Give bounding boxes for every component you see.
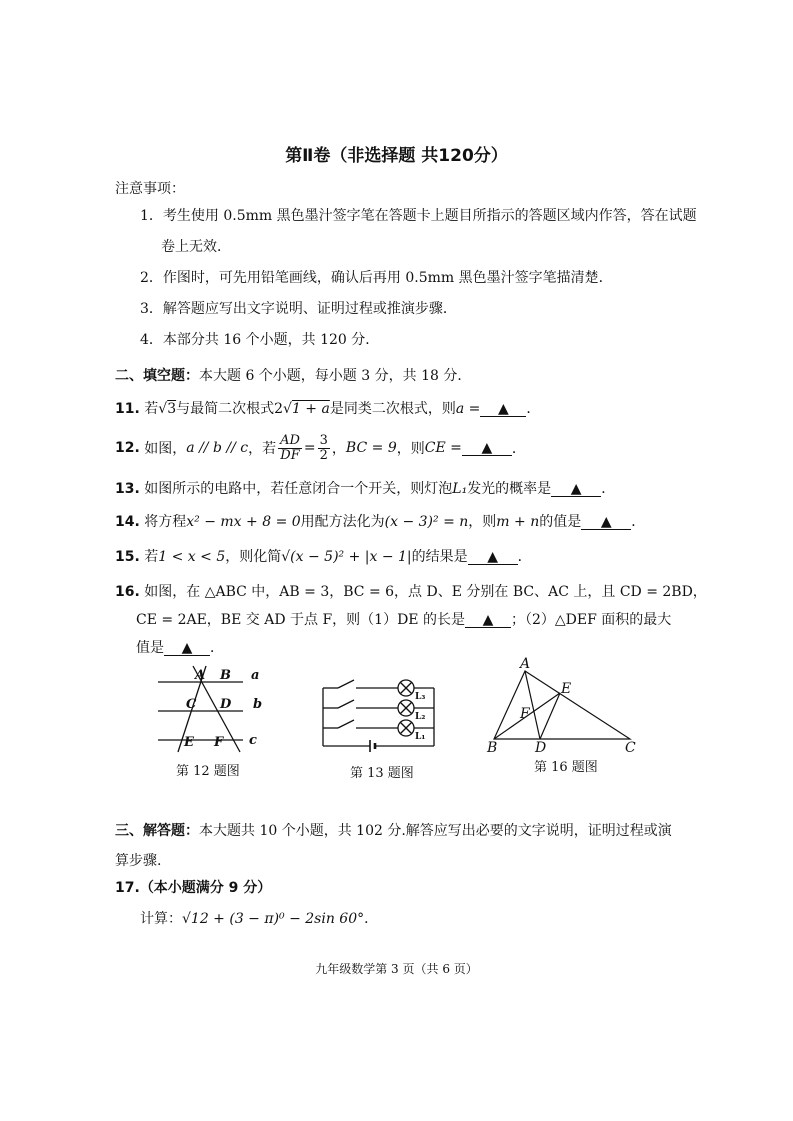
q11-sqrt1: √3 [158, 401, 177, 417]
question-13 [115, 478, 615, 498]
switch-3 [338, 720, 354, 728]
section3-desc: 本大题共 10 个小题，共 102 分.解答应写出必要的文字说明，证明过程或演 [199, 823, 672, 839]
q12-number: 12. [115, 440, 140, 456]
q16-text-line1: 如图，在 △ABC 中，AB = 3，BC = 6，点 D、E 分别在 BC、AC 上，且 CD = 2BD， [144, 584, 707, 600]
figure-12 [148, 664, 273, 756]
q13-lamp: L₁ [452, 481, 468, 497]
fig16-label-F: F [520, 706, 530, 722]
q14-text-post: ，则 [468, 514, 497, 530]
question-16-line2 [136, 609, 671, 629]
q16-text-line3a: 值是 [136, 640, 164, 656]
q16-end: ． [210, 640, 224, 656]
q12-lines: a // b // c [186, 440, 249, 456]
notice-item-1: 1．考生使用 0.5mm 黑色墨汁签字笔在答题卡上题目所指示的答题区域内作答，答在试题 [140, 208, 697, 224]
fig12-label-E: E [184, 735, 194, 750]
question-17-header [115, 877, 271, 897]
question-14 [115, 511, 645, 531]
q17-end: ． [364, 911, 379, 927]
notice-item-3: 3．解答题应写出文字说明、证明过程或推演步骤． [140, 301, 457, 317]
q15-expression: √(x − 5)² + |x − 1| [281, 549, 412, 565]
fig13-label-L2: L₂ [415, 712, 426, 722]
q12-bc: BC = 9 [345, 440, 397, 456]
q14-expr: m + n [496, 514, 540, 530]
q12-frac-den: DF [280, 447, 300, 463]
q11-sqrt2: √1 + a [283, 401, 330, 417]
switch-1 [338, 680, 354, 688]
fig12-label-D: D [220, 697, 232, 712]
q17-text-pre: 计算： [140, 911, 182, 927]
q12-end: ． [511, 441, 526, 457]
fig13-label-L3: L₃ [415, 692, 426, 702]
fig13-label-L1: L₁ [415, 732, 426, 742]
q13-text: 如图所示的电路中，若任意闭合一个开关，则灯泡 [144, 481, 453, 497]
fig12-label-a: a [251, 668, 260, 683]
q16-text-line2a: CE = 2AE，BE 交 AD 于点 F，则（1）DE 的长是 [136, 612, 465, 628]
q14-text-post2: 的值是 [539, 514, 582, 530]
q12-eq: = [303, 440, 316, 456]
q11-var: a = [455, 401, 481, 417]
figure-16-caption: 第 16 题图 [534, 760, 598, 775]
q17-number: 17. [115, 880, 140, 896]
question-12 [115, 428, 526, 468]
fig12-label-A: A [195, 668, 206, 683]
fig12-label-c: c [249, 733, 257, 748]
question-17-body [140, 908, 378, 928]
q15-text-pre: 若 [144, 549, 159, 565]
fig16-label-A: A [520, 656, 531, 672]
q11-coef: 2 [274, 401, 284, 417]
q17-score: （本小题满分 9 分） [139, 880, 272, 896]
q11-answer-blank: ▲ [480, 402, 526, 417]
figure-16 [484, 656, 644, 754]
segment-AD [525, 671, 540, 739]
section2-heading: 二、填空题： [115, 368, 199, 384]
q12-answer-blank: ▲ [462, 441, 512, 456]
fig16-label-E: E [561, 681, 572, 697]
q13-number: 13. [115, 481, 140, 497]
q13-end: ． [601, 481, 616, 497]
q12-val-num: 3 [319, 432, 328, 448]
page-title: 第Ⅱ卷（非选择题 共120分） [285, 146, 508, 166]
q12-ce: CE = [424, 440, 462, 456]
q16-text-line2b: ；（2）△DEF 面积的最大 [510, 612, 672, 628]
fig12-label-B: B [220, 668, 231, 683]
switch-2 [338, 700, 354, 708]
section2-desc: 本大题 6 个小题，每小题 3 分，共 18 分． [199, 368, 472, 384]
notice-item-4: 4．本部分共 16 个小题，共 120 分． [140, 332, 380, 348]
q16-answer-blank-1: ▲ [465, 613, 511, 628]
q13-text-post: 发光的概率是 [467, 481, 552, 497]
q11-end: ． [526, 401, 541, 417]
q15-answer-blank: ▲ [468, 550, 518, 565]
q11-radicand1: 3 [167, 401, 177, 417]
notice-item-2: 2．作图时，可先用铅笔画线，确认后再用 0.5mm 黑色墨汁签字笔描清楚． [140, 270, 613, 286]
notice-heading: 注意事项： [115, 181, 185, 197]
fig12-label-b: b [253, 697, 263, 712]
q11-number: 11. [115, 401, 140, 417]
q16-answer-blank-2: ▲ [164, 641, 210, 656]
q16-number: 16. [115, 584, 140, 600]
q11-radicand2: 1 + a [291, 401, 330, 417]
q17-expression: √12 + (3 − π)⁰ − 2sin 60° [182, 911, 365, 927]
q14-text-mid: 用配方法化为 [300, 514, 385, 530]
q12-text-mid2: ， [331, 441, 346, 457]
q12-val-den: 2 [319, 447, 328, 463]
question-16-line3 [136, 637, 224, 657]
q12-text-mid3: ，则 [396, 441, 425, 457]
q11-text-mid: 与最简二次根式 [176, 401, 275, 417]
fig12-label-C: C [186, 697, 197, 712]
question-16-line1 [115, 581, 707, 601]
question-11 [115, 398, 540, 418]
q15-number: 15. [115, 549, 140, 565]
q15-text-mid: ，则化简 [225, 549, 282, 565]
q14-answer-blank: ▲ [581, 515, 631, 530]
q15-end: ． [517, 549, 532, 565]
page-footer: 九年级数学第 3 页（共 6 页） [315, 962, 478, 976]
q12-frac-num: AD [280, 432, 300, 448]
fig12-label-F: F [214, 735, 224, 750]
section3-heading: 三、解答题： [115, 823, 199, 839]
fig16-label-D: D [535, 740, 547, 754]
q11-text-pre: 若 [144, 401, 159, 417]
q15-text-post: 的结果是 [411, 549, 468, 565]
q14-equation: x² − mx + 8 = 0 [186, 514, 301, 530]
question-15 [115, 546, 532, 566]
q12-text-pre: 如图， [144, 441, 187, 457]
q13-answer-blank: ▲ [551, 482, 601, 497]
q11-text-post: 是同类二次根式，则 [329, 401, 456, 417]
notice-item-1-cont: 卷上无效． [161, 239, 231, 255]
figure-12-caption: 第 12 题图 [176, 764, 240, 779]
q12-text-mid1: ，若 [248, 441, 277, 457]
q15-condition: 1 < x < 5 [158, 549, 226, 565]
q14-text-pre: 将方程 [144, 514, 187, 530]
section2-header [115, 365, 471, 385]
q12-ratio-fraction [278, 434, 302, 462]
figure-13 [318, 672, 444, 752]
q14-number: 14. [115, 514, 140, 530]
q12-value-fraction [318, 434, 330, 462]
q14-completed-square: (x − 3)² = n [384, 514, 469, 530]
section3-header [115, 820, 672, 840]
figure-13-caption: 第 13 题图 [350, 766, 414, 781]
section3-desc-cont: 算步骤. [115, 853, 162, 869]
fig16-label-B: B [487, 740, 498, 754]
fig16-label-C: C [625, 740, 636, 754]
q14-end: ． [631, 514, 646, 530]
